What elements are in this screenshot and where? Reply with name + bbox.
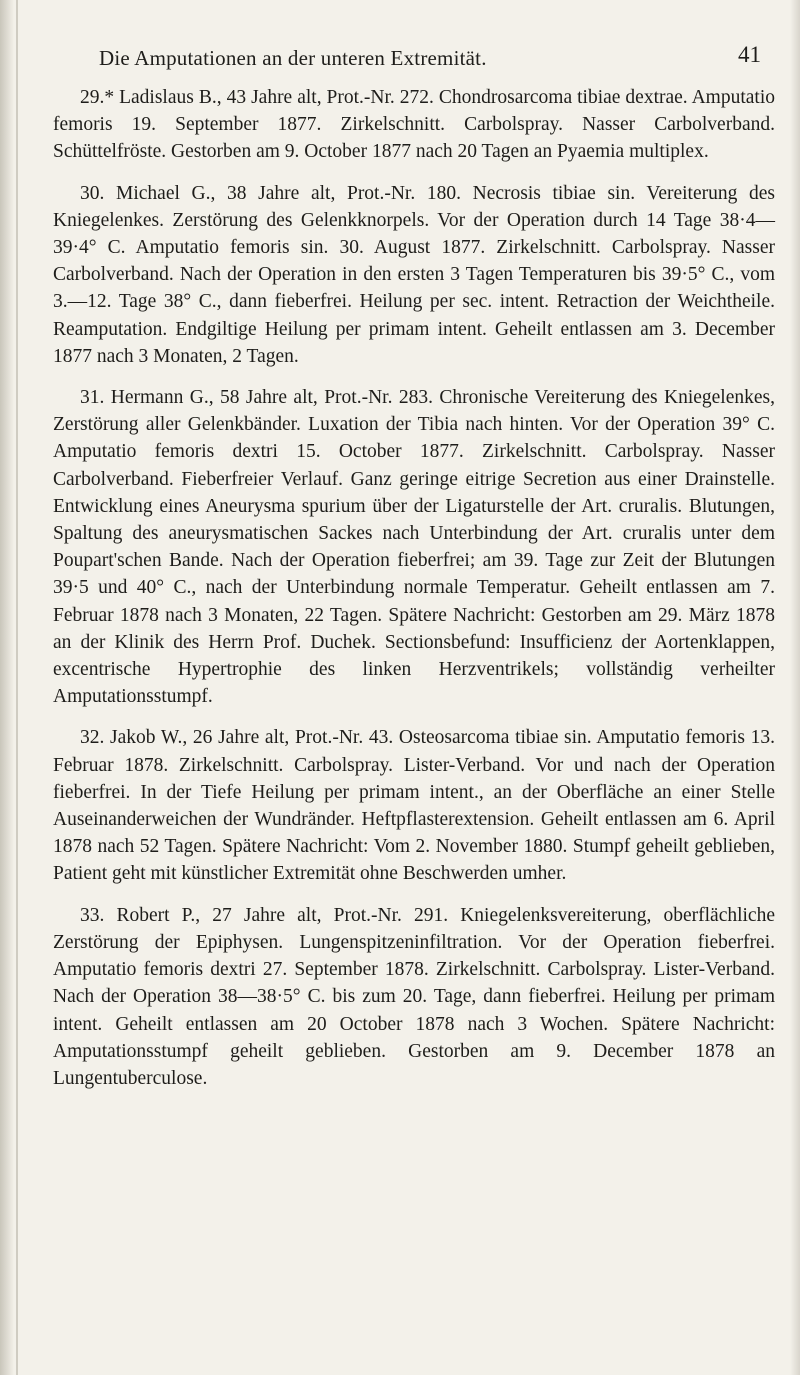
case-entry-29 xyxy=(53,84,775,166)
case-entry-31 xyxy=(53,384,775,710)
page-gutter-left xyxy=(0,0,14,1375)
case-text: 32. Jakob W., 26 Jahre alt, Prot.-Nr. 43. Osteosarcoma tibiae sin. Amputatio femoris 13. Februar 1878. Zirkelschnitt. Carbolspray. Lister-Verband. Vor und nach der Operation fieberfrei. In der Tiefe Heilung per primam intent., an der Oberfläche an einer Stelle Auseinanderweichen der Wundränder. Heftpflasterextension. Geheilt entlassen am 6. April 1878 nach 52 Tagen. Spätere Nachricht: Vom 2. November 1880. Stumpf geheilt geblieben, Patient geht mit künstlicher Extremität ohne Beschwerden umher. xyxy=(53,727,775,885)
case-entry-32 xyxy=(53,724,775,887)
case-text: 31. Hermann G., 58 Jahre alt, Prot.-Nr. 283. Chronische Vereiterung des Kniegelenkes, Zerstörung aller Gelenkbänder. Luxation der Tibia nach hinten. Vor der Operation 39° C. Amputatio femoris dextri 15. October 1877. Zirkelschnitt. Carbolspray. Nasser Carbolverband. Fieberfreier Verlauf. Ganz geringe eitrige Secretion aus einer Drainstelle. Entwicklung eines Aneurysma spurium über der Ligaturstelle der Art. cruralis. Blutungen, Spaltung des aneurysmatischen Sackes nach Unterbindung der Art. cruralis unter dem Poupart'schen Bande. Nach der Operation fieberfrei; am 39. Tage zur Zeit der Blutungen 39·5 und 40° C., nach der Unterbindung normale Temperatur. Geheilt entlassen am 7. Februar 1878 nach 3 Monaten, 22 Tagen. Spätere Nachricht: Gestorben am 29. März 1878 an der Klinik des Herrn Prof. Duchek. Sectionsbefund: Insufficienz der Aortenklappen, excentrische Hypertrophie des linken Herzventrikels; vollständig verheilter Amputationsstumpf. xyxy=(53,387,775,708)
book-page xyxy=(53,40,775,1106)
running-title: Die Amputationen an der unteren Extremität. xyxy=(99,46,487,70)
case-text: 33. Robert P., 27 Jahre alt, Prot.-Nr. 291. Kniegelenksvereiterung, oberflächliche Zerstörung der Epiphysen. Lungenspitzeninfiltration. Vor der Operation fieberfrei. Amputatio femoris dextri 27. September 1878. Zirkelschnitt. Carbolspray. Lister-Verband. Nach der Operation 38—38·5° C. bis zum 20. Tage, dann fieberfrei. Heilung per primam intent. Geheilt entlassen am 20 October 1878 nach 3 Wochen. Spätere Nachricht: Amputationsstumpf geheilt geblieben. Gestorben am 9. December 1878 an Lungentuberculose. xyxy=(53,904,775,1089)
case-text: 29.* Ladislaus B., 43 Jahre alt, Prot.-Nr. 272. Chondrosarcoma tibiae dextrae. Amputatio femoris 19. September 1877. Zirkelschnitt. Carbolspray. Nasser Carbolverband. Schüttelfröste. Gestorben am 9. October 1877 nach 20 Tagen an Pyaemia multiplex. xyxy=(53,87,775,163)
page-gutter-right xyxy=(790,0,800,1375)
case-entry-30 xyxy=(53,180,775,370)
case-text: 30. Michael G., 38 Jahre alt, Prot.-Nr. 180. Necrosis tibiae sin. Vereiterung des Kniegelenkes. Zerstörung des Gelenkknorpels. Vor der Operation durch 14 Tage 38·4—39·4° C. Amputatio femoris sin. 30. August 1877. Zirkelschnitt. Carbolspray. Nasser Carbolverband. Nach der Operation in den ersten 3 Tagen Temperaturen bis 39·5° C., vom 3.—12. Tage 38° C., dann fieberfrei. Heilung per sec. intent. Retraction der Weichtheile. Reamputation. Endgiltige Heilung per primam intent. Geheilt entlassen am 3. December 1877 nach 3 Monaten, 2 Tagen. xyxy=(53,182,775,367)
page-number: 41 xyxy=(738,42,761,67)
binding-edge-line xyxy=(16,0,18,1375)
running-head xyxy=(53,40,775,84)
case-entry-33 xyxy=(53,902,775,1092)
